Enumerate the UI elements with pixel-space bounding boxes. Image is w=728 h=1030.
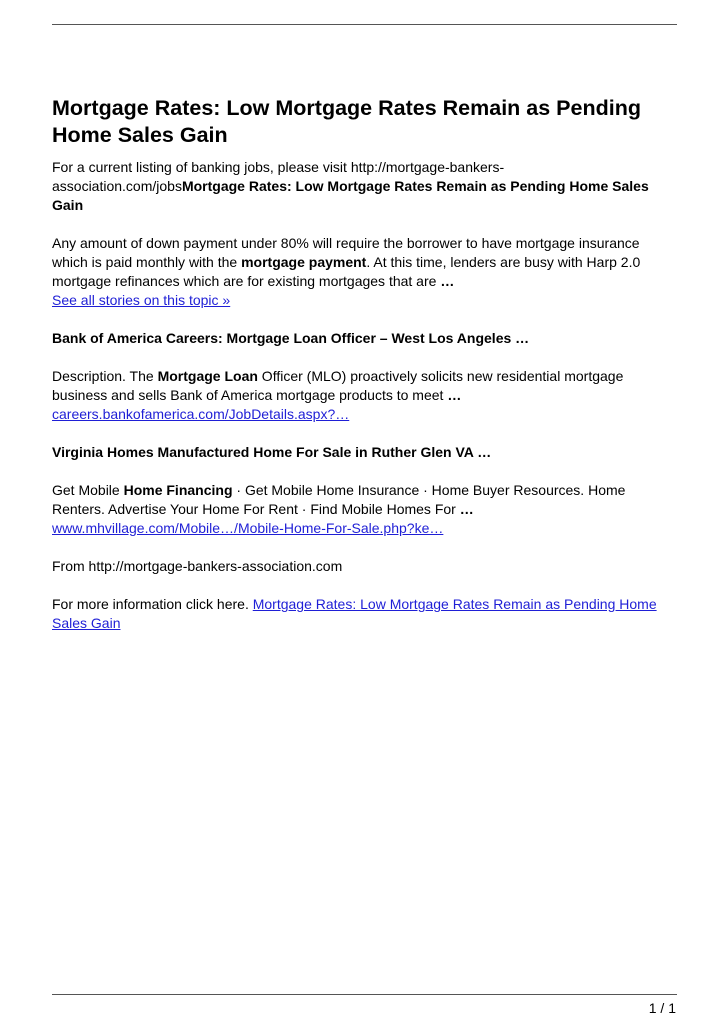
more-info-text: For more information click here. <box>52 596 253 612</box>
intro-paragraph <box>52 158 677 215</box>
see-all-stories-link[interactable]: See all stories on this topic » <box>52 292 231 308</box>
more-info-link[interactable]: Mortgage Rates: Low Mortgage Rates Remain as Pending Home Sales Gain <box>52 596 657 631</box>
item1-text-b: Officer (MLO) proactively solicits new residential mortgage business and sells Bank of America mortgage products to meet <box>52 368 624 403</box>
story-text-b: . At this time, lenders are busy with Harp 2.0 mortgage refinances which are for existing mortgages that are <box>52 254 641 289</box>
item1-ellipsis: … <box>447 387 462 403</box>
page-number: 1 / 1 <box>648 1000 676 1016</box>
story-paragraph <box>52 234 677 310</box>
item2-heading-text: Virginia Homes Manufactured Home For Sale in Ruther Glen VA … <box>52 444 492 460</box>
item2-text-b: · Get Mobile Home Insurance · Home Buyer Resources. Home Renters. Advertise Your Home For Rent · Find Mobile Homes For <box>52 482 626 517</box>
item2-heading <box>52 443 677 462</box>
item1-paragraph <box>52 367 677 424</box>
item1-bold: Mortgage Loan <box>157 368 258 384</box>
item2-bold: Home Financing <box>123 482 233 498</box>
item2-paragraph <box>52 481 677 538</box>
intro-bold-title: Mortgage Rates: Low Mortgage Rates Remain as Pending Home Sales Gain <box>52 178 649 213</box>
story-bold: mortgage payment <box>241 254 367 270</box>
item2-text-a: Get Mobile <box>52 482 124 498</box>
story-ellipsis: … <box>440 273 455 289</box>
item2-link[interactable]: www.mhvillage.com/Mobile…/Mobile-Home-For-Sale.php?ke… <box>52 520 444 536</box>
item2-ellipsis: … <box>459 501 474 517</box>
item1-text-a: Description. The <box>52 368 158 384</box>
item1-heading <box>52 329 677 348</box>
page-title: Mortgage Rates: Low Mortgage Rates Remain as Pending Home Sales Gain <box>52 96 641 147</box>
intro-text: For a current listing of banking jobs, please visit http://mortgage-bankers-association.com/jobs <box>52 159 505 194</box>
item1-link[interactable]: careers.bankofamerica.com/JobDetails.aspx?… <box>52 406 350 422</box>
document-body <box>52 95 677 633</box>
story-text-a: Any amount of down payment under 80% will require the borrower to have mortgage insurance which is paid monthly with the <box>52 235 640 270</box>
item1-heading-text: Bank of America Careers: Mortgage Loan Officer – West Los Angeles … <box>52 330 530 346</box>
more-info-paragraph <box>52 595 677 633</box>
source-line: From http://mortgage-bankers-association.com <box>52 558 343 574</box>
top-rule <box>52 24 677 25</box>
bottom-rule <box>52 994 677 995</box>
